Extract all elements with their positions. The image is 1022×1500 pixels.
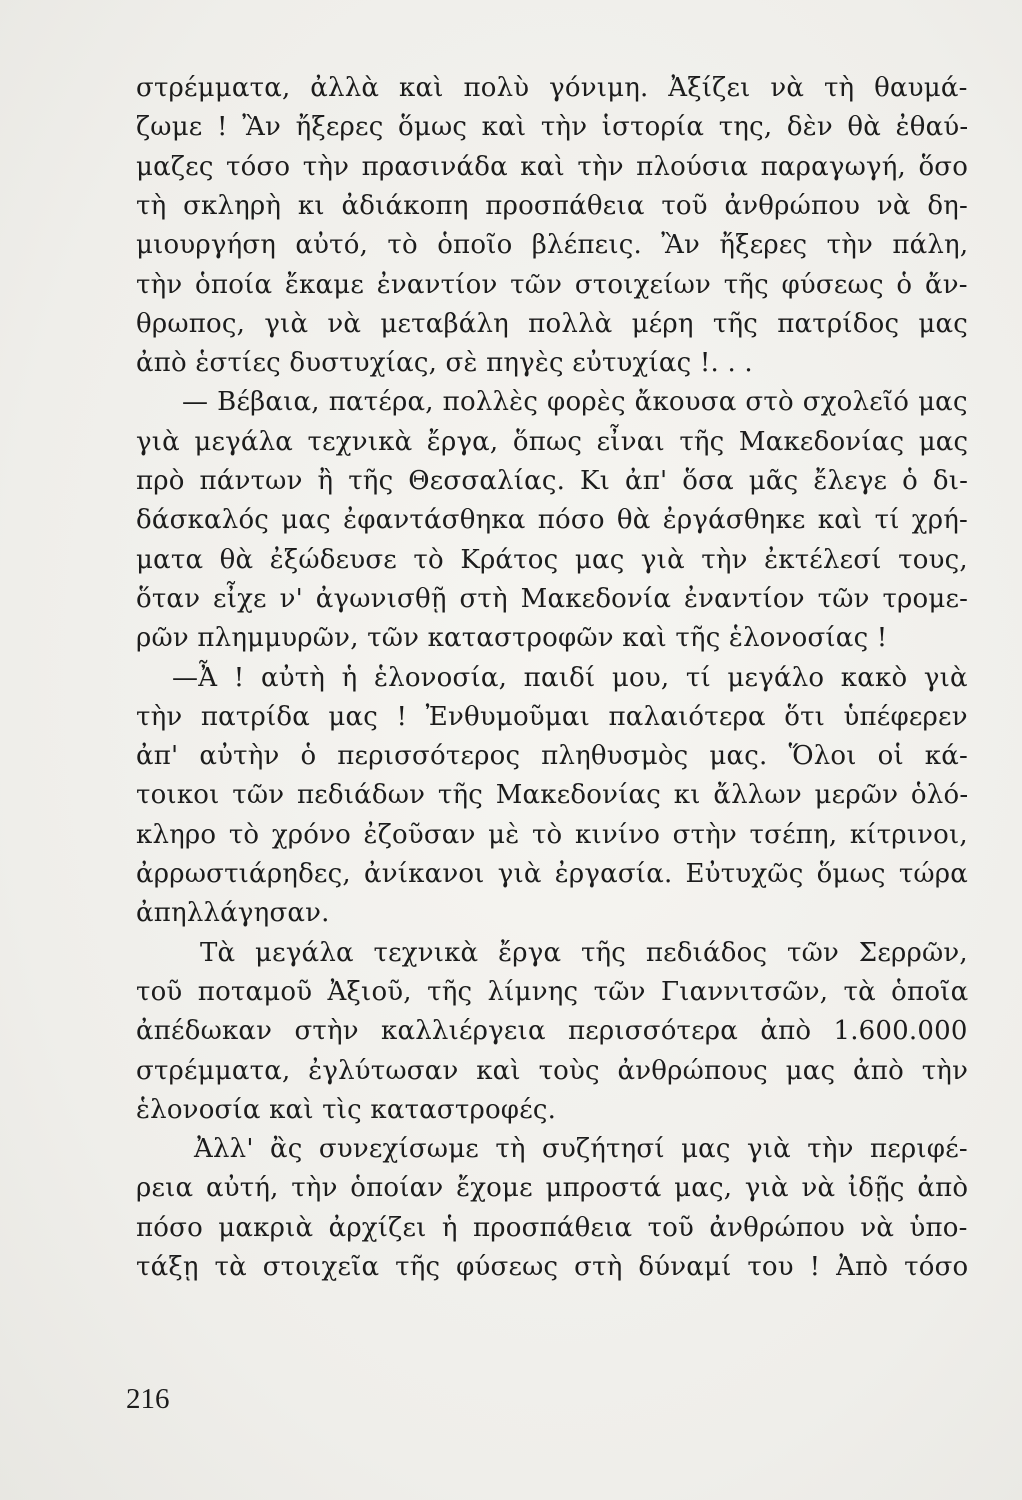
text-line: τοῦ ποταμοῦ Ἀξιοῦ, τῆς λίμνης τῶν Γιαννιτσῶν, τὰ ὁποῖα: [136, 976, 969, 1007]
text-line: —Ἆ ! αὐτὴ ἡ ἑλονοσία, παιδί μου, τί μεγάλο κακὸ γιὰ: [172, 662, 968, 693]
text-line: ἀρρωστιάρηδες, ἀνίκανοι γιὰ ἐργασία. Εὐτυχῶς ὅμως τώρα: [136, 859, 969, 889]
text-line: πόσο μακριὰ ἀρχίζει ἡ προσπάθεια τοῦ ἀνθρώπου νὰ ὑπο-: [136, 1212, 968, 1243]
text-line: θρωπος, γιὰ νὰ μεταβάλη πολλὰ μέρη τῆς πατρίδος μας: [136, 308, 969, 339]
text-line: — Βέβαια, πατέρα, πολλὲς φορὲς ἄκουσα στὸ σχολεῖό μας: [182, 387, 968, 418]
text-line: ὅταν εἶχε ν' ἀγωνισθῇ στὴ Μακεδονία ἐναντίον τῶν τρομε-: [136, 583, 969, 614]
text-line: ἀπηλλάγησαν.: [136, 898, 330, 929]
text-line: μιουργήση αὐτό, τὸ ὁποῖο βλέπεις. Ἂν ἤξερες τὴν πάλη,: [136, 230, 969, 261]
text-line: ἀπέδωκαν στὴν καλλιέργεια περισσότερα ἀπὸ 1.600.000: [136, 1016, 968, 1047]
text-line: πρὸ πάντων ἢ τῆς Θεσσαλίας. Κι ἀπ' ὅσα μᾶς ἔλεγε ὁ δι-: [136, 466, 969, 496]
text-line: μαζες τόσο τὴν πρασινάδα καὶ τὴν πλούσια παραγωγή, ὅσο: [136, 151, 969, 182]
text-line: Τὰ μεγάλα τεχνικὰ ἔργα τῆς πεδιάδος τῶν Σερρῶν,: [200, 937, 968, 968]
text-line: ζωμε ! Ἂν ἤξερες ὅμως καὶ τὴν ἱστορία της, δὲν θὰ ἐθαύ-: [136, 112, 969, 143]
text-line: τὴν πατρίδα μας ! Ἐνθυμοῦμαι παλαιότερα ὅτι ὑπέφερεν: [136, 701, 968, 732]
text-line: ματα θὰ ἐξώδευσε τὸ Κράτος μας γιὰ τὴν ἐκτέλεσί τους,: [136, 544, 968, 575]
text-line: τοικοι τῶν πεδιάδων τῆς Μακεδονίας κι ἄλλων μερῶν ὁλό-: [136, 780, 969, 811]
text-line: στρέμματα, ἐγλύτωσαν καὶ τοὺς ἀνθρώπους μας ἀπὸ τὴν: [136, 1055, 969, 1086]
text-line: τὴν ὁποία ἔκαμε ἐναντίον τῶν στοιχείων τῆς φύσεως ὁ ἄν-: [136, 269, 968, 300]
text-line: δάσκαλός μας ἐφαντάσθηκα πόσο θὰ ἐργάσθηκε καὶ τί χρή-: [136, 505, 969, 536]
page-number: 216: [126, 1383, 170, 1415]
text-line: στρέμματα, ἀλλὰ καὶ πολὺ γόνιμη. Ἀξίζει νὰ τὴ θαυμά-: [136, 73, 968, 103]
text-line: ρεια αὐτή, τὴν ὁποίαν ἔχομε μπροστά μας, γιὰ νὰ ἰδῇς ἀπὸ: [136, 1173, 969, 1204]
text-line: ἀπὸ ἑστίες δυστυχίας, σὲ πηγὲς εὐτυχίας !. . .: [136, 348, 753, 379]
text-line: τάξῃ τὰ στοιχεῖα τῆς φύσεως στὴ δύναμί του ! Ἀπὸ τόσο: [136, 1252, 969, 1282]
text-line: ἑλονοσία καὶ τὶς καταστροφές.: [136, 1094, 557, 1125]
text-line: κληρο τὸ χρόνο ἐζοῦσαν μὲ τὸ κινίνο στὴν τσέπη, κίτρινοι,: [136, 819, 968, 850]
text-line: ἀπ' αὐτὴν ὁ περισσότερος πληθυσμὸς μας. Ὅλοι οἱ κά-: [136, 741, 969, 772]
text-line: γιὰ μεγάλα τεχνικὰ ἔργα, ὅπως εἶναι τῆς Μακεδονίας μας: [136, 426, 969, 457]
text-line: Ἀλλ' ἂς συνεχίσωμε τὴ συζήτησί μας γιὰ τὴν περιφέ-: [194, 1134, 968, 1165]
text-line: ρῶν πλημμυρῶν, τῶν καταστροφῶν καὶ τῆς ἑλονοσίας !: [136, 623, 888, 654]
text-line: τὴ σκληρὴ κι ἀδιάκοπη προσπάθεια τοῦ ἀνθρώπου νὰ δη-: [136, 190, 968, 221]
